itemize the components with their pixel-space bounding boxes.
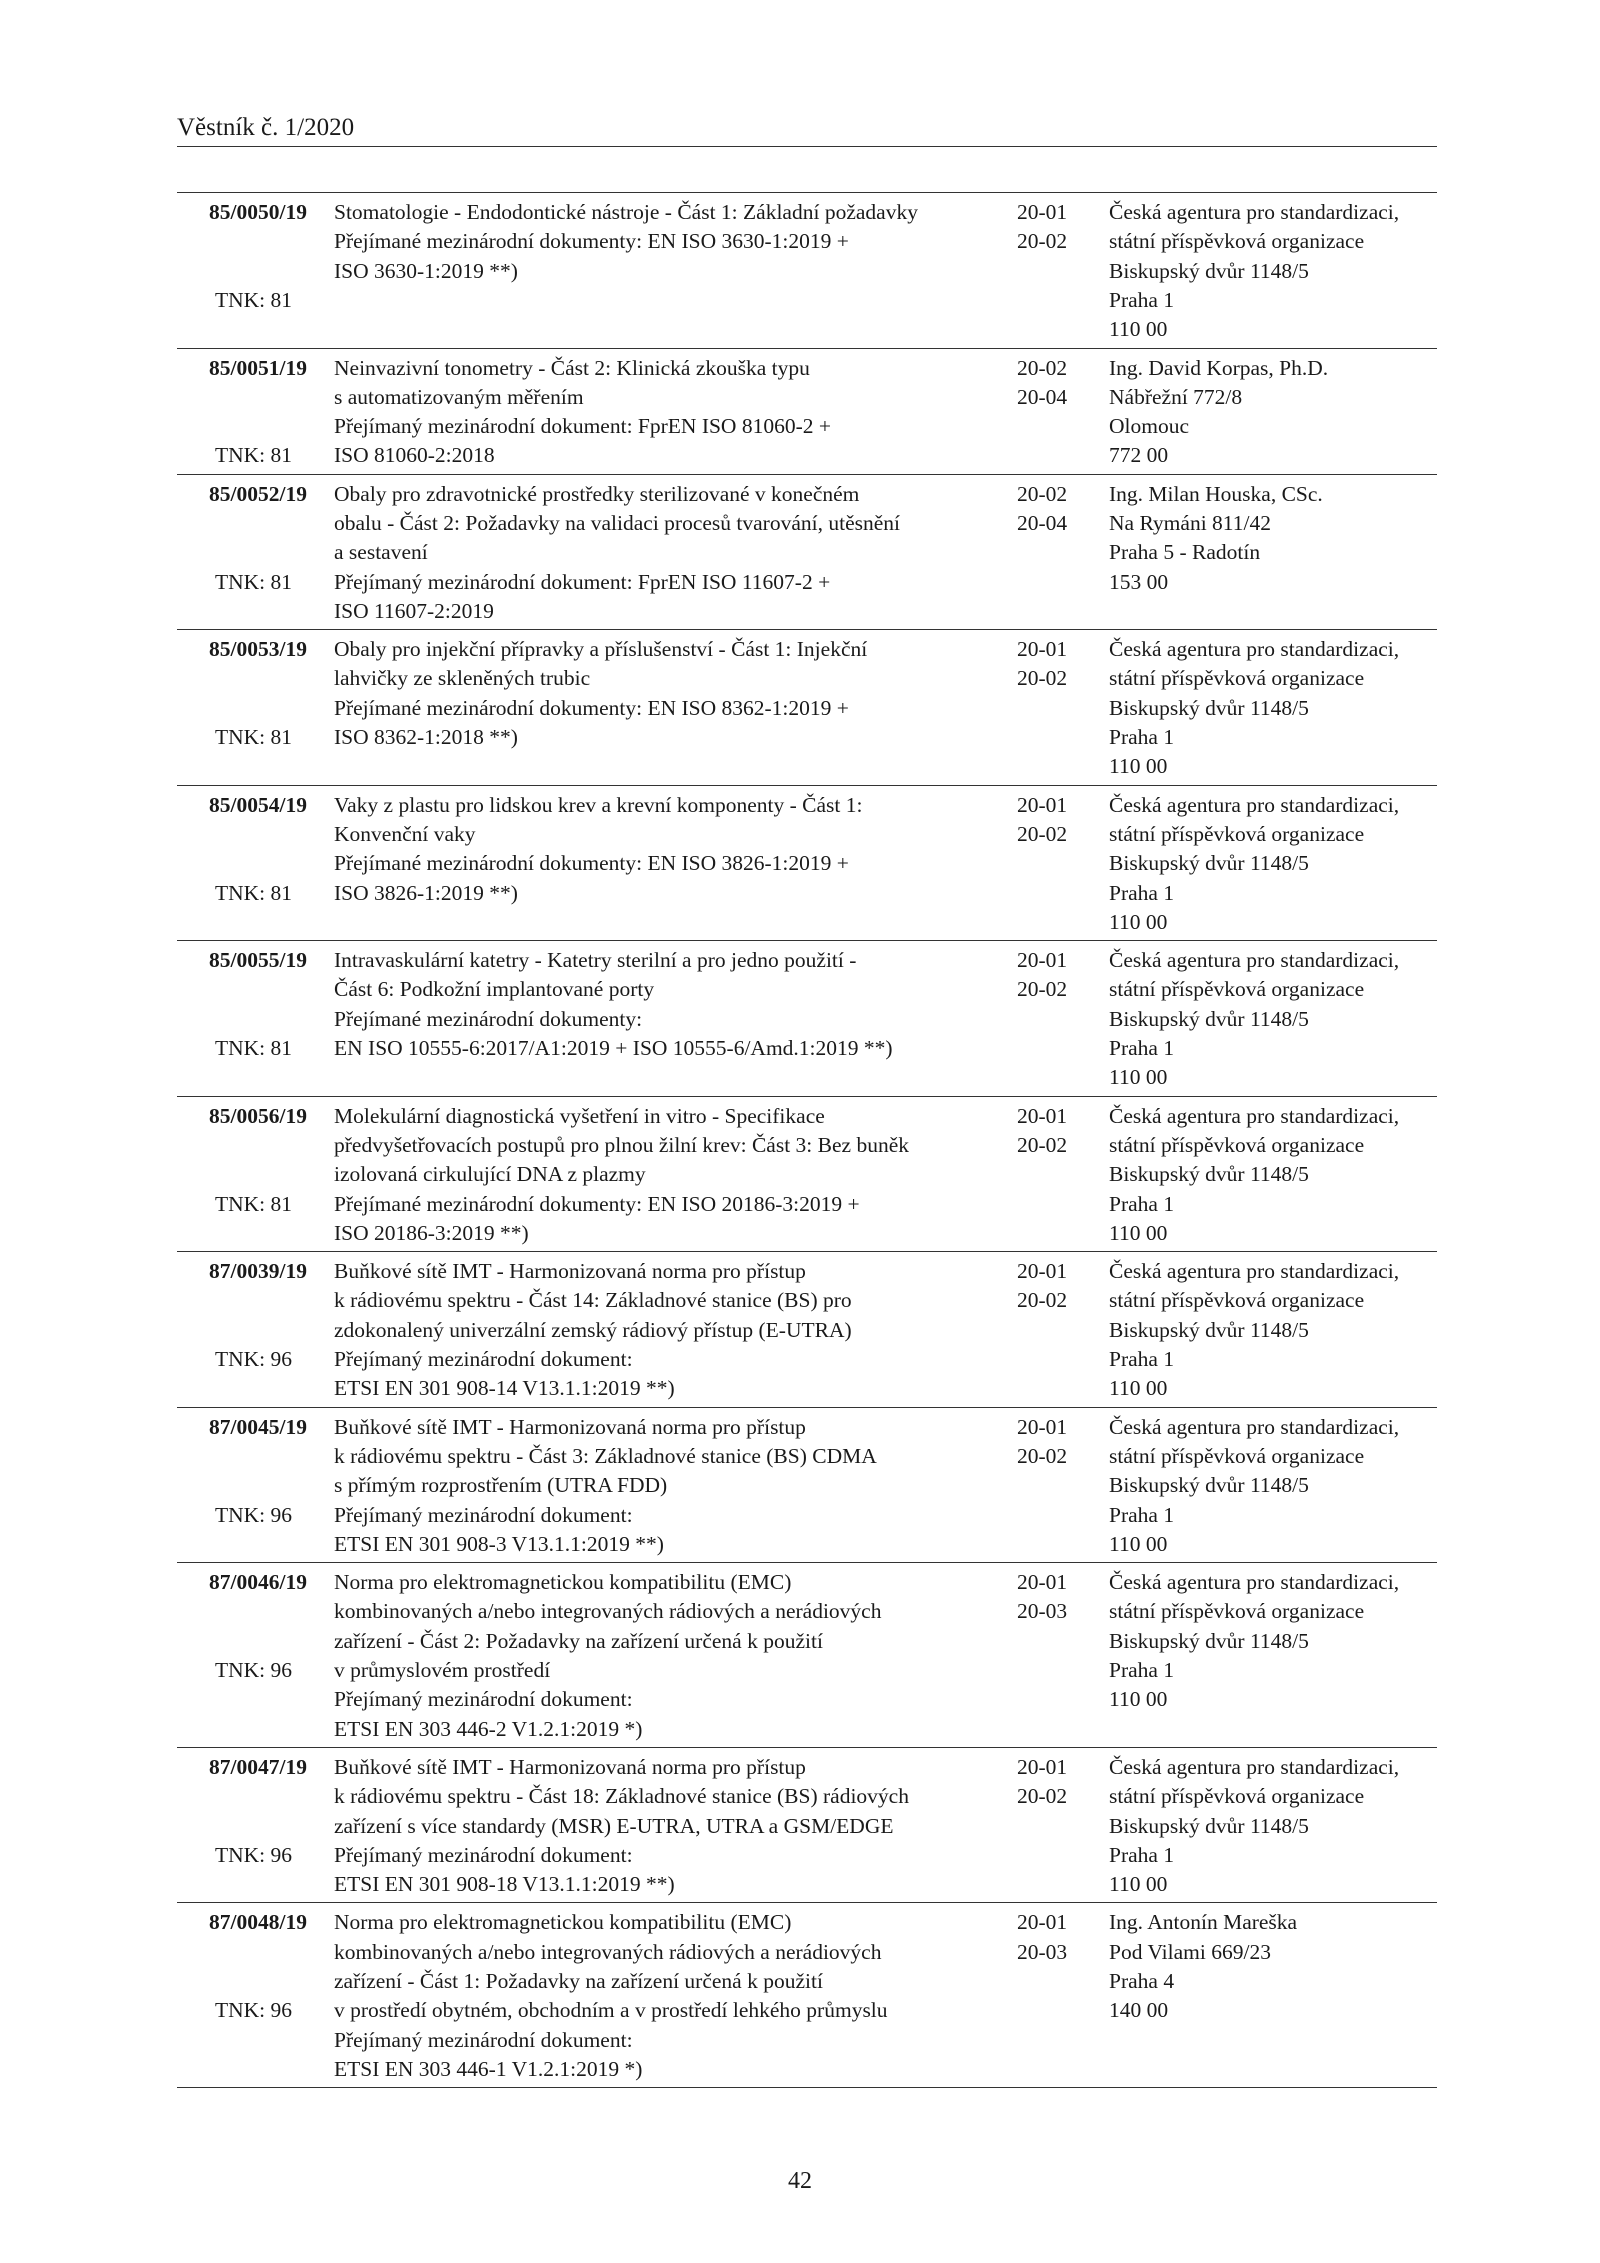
processor-address	[1109, 1102, 1439, 1248]
address-line: 110 00	[1109, 1872, 1168, 1897]
entry-title	[334, 791, 1009, 908]
address-line: Česká agentura pro standardizaci,	[1109, 792, 1400, 817]
address-line: 772 00	[1109, 443, 1169, 468]
tnk-label: TNK: 96	[214, 1502, 292, 1527]
title-line: ISO 3826-1:2019 **)	[334, 880, 518, 905]
address-line: státní příspěvková organizace	[1109, 977, 1365, 1002]
standard-entry	[177, 1563, 1437, 1748]
processor-address	[1109, 946, 1439, 1092]
date-code: 20-02	[1017, 1784, 1068, 1809]
tnk-label: TNK: 96	[214, 1658, 292, 1683]
title-line: Molekulární diagnostická vyšetření in vitro - Specifikace	[334, 1103, 825, 1128]
entry-title	[334, 1102, 1009, 1248]
date-code: 20-02	[1017, 355, 1068, 380]
tnk-label: TNK: 81	[214, 569, 292, 594]
date-code: 20-02	[1017, 1132, 1068, 1157]
address-line: státní příspěvková organizace	[1109, 821, 1365, 846]
address-line: Praha 1	[1109, 287, 1175, 312]
address-line: Česká agentura pro standardizaci,	[1109, 200, 1400, 224]
entry-dates	[1017, 1413, 1087, 1472]
title-line: Stomatologie - Endodontické nástroje - Část 1: Základní požadavky	[334, 200, 918, 224]
entry-dates	[1017, 480, 1087, 539]
entry-number: 85/0054/19	[209, 792, 307, 817]
address-line: 140 00	[1109, 1998, 1169, 2023]
title-line: Přejímaný mezinárodní dokument:	[334, 1687, 633, 1712]
title-line: Přejímaný mezinárodní dokument:	[334, 1502, 633, 1527]
processor-address	[1109, 354, 1439, 471]
address-line: 110 00	[1109, 317, 1168, 342]
tnk-label: TNK: 96	[214, 1842, 292, 1867]
address-line: Praha 1	[1109, 725, 1175, 750]
entry-title	[334, 1753, 1009, 1899]
title-line: s přímým rozprostřením (UTRA FDD)	[334, 1473, 668, 1498]
title-line: Buňkové sítě IMT - Harmonizovaná norma pro přístup	[334, 1259, 806, 1284]
entry-number: 87/0045/19	[209, 1414, 307, 1439]
date-code: 20-01	[1017, 1103, 1068, 1128]
standard-entry	[177, 941, 1437, 1097]
tnk-label: TNK: 81	[214, 443, 292, 468]
date-code: 20-02	[1017, 821, 1068, 846]
title-line: Intravaskulární katetry - Katetry sterilní a pro jedno použití -	[334, 948, 857, 973]
date-code: 20-02	[1017, 977, 1068, 1002]
address-line: Česká agentura pro standardizaci,	[1109, 1754, 1400, 1779]
tnk-label: TNK: 81	[214, 287, 292, 312]
address-line: Česká agentura pro standardizaci,	[1109, 948, 1400, 973]
title-line: zařízení - Část 2: Požadavky na zařízení určená k použití	[334, 1628, 823, 1653]
date-code: 20-04	[1017, 510, 1068, 535]
address-line: Česká agentura pro standardizaci,	[1109, 637, 1400, 662]
standard-entry	[177, 1903, 1437, 2088]
tnk-label: TNK: 81	[214, 1191, 292, 1216]
address-line: Praha 1	[1109, 1191, 1175, 1216]
tnk-label: TNK: 81	[214, 1036, 292, 1061]
title-line: Přejímané mezinárodní dokumenty: EN ISO 20186-3:2019 +	[334, 1191, 860, 1216]
address-line: Česká agentura pro standardizaci,	[1109, 1103, 1400, 1128]
standard-entry	[177, 1252, 1437, 1408]
entry-number: 85/0052/19	[209, 481, 307, 506]
date-code: 20-04	[1017, 384, 1068, 409]
address-line: 110 00	[1109, 754, 1168, 779]
title-line: ETSI EN 303 446-2 V1.2.1:2019 *)	[334, 1716, 643, 1741]
address-line: Biskupský dvůr 1148/5	[1109, 1006, 1309, 1031]
entry-number: 85/0055/19	[209, 948, 307, 973]
title-line: ISO 3630-1:2019 **)	[334, 258, 518, 283]
entry-dates	[1017, 791, 1087, 850]
tnk-label: TNK: 81	[214, 880, 292, 905]
journal-title: Věstník č. 1/2020	[177, 114, 355, 141]
address-line: Biskupský dvůr 1148/5	[1109, 695, 1309, 720]
address-line: Biskupský dvůr 1148/5	[1109, 1473, 1309, 1498]
processor-address	[1109, 1257, 1439, 1403]
title-line: a sestavení	[334, 540, 428, 565]
title-line: ISO 20186-3:2019 **)	[334, 1220, 529, 1245]
address-line: Pod Vilami 669/23	[1109, 1939, 1271, 1964]
title-line: ISO 81060-2:2018	[334, 443, 495, 468]
title-line: lahvičky ze skleněných trubic	[334, 666, 591, 691]
date-code: 20-01	[1017, 1754, 1068, 1779]
entry-dates	[1017, 354, 1087, 413]
entry-dates	[1017, 1568, 1087, 1627]
address-line: Praha 1	[1109, 880, 1175, 905]
title-line: zařízení s více standardy (MSR) E-UTRA, UTRA a GSM/EDGE	[334, 1813, 894, 1838]
entry-number: 87/0046/19	[209, 1570, 307, 1595]
processor-address	[1109, 480, 1439, 597]
address-line: 110 00	[1109, 1065, 1168, 1090]
title-line: zařízení - Část 1: Požadavky na zařízení určená k použití	[334, 1969, 823, 1994]
address-line: Praha 1	[1109, 1502, 1175, 1527]
address-line: Ing. David Korpas, Ph.D.	[1109, 355, 1329, 380]
date-code: 20-03	[1017, 1939, 1068, 1964]
address-line: Česká agentura pro standardizaci,	[1109, 1414, 1400, 1439]
entry-title	[334, 198, 1009, 286]
address-line: Biskupský dvůr 1148/5	[1109, 1813, 1309, 1838]
date-code: 20-01	[1017, 637, 1068, 662]
title-line: ETSI EN 301 908-18 V13.1.1:2019 **)	[334, 1872, 675, 1897]
date-code: 20-01	[1017, 792, 1068, 817]
entry-number: 87/0048/19	[209, 1910, 307, 1935]
title-line: Neinvazivní tonometry - Část 2: Klinická zkouška typu	[334, 355, 810, 380]
title-line: Přejímaný mezinárodní dokument:	[334, 1842, 633, 1867]
title-line: Obaly pro zdravotnické prostředky sterilizované v konečném	[334, 481, 860, 506]
date-code: 20-02	[1017, 1443, 1068, 1468]
standard-entry	[177, 1408, 1437, 1564]
processor-address	[1109, 1413, 1439, 1559]
address-line: státní příspěvková organizace	[1109, 1599, 1365, 1624]
title-line: předvyšetřovacích postupů pro plnou žilní krev: Část 3: Bez buněk	[334, 1132, 909, 1157]
page-header	[177, 112, 1437, 147]
title-line: obalu - Část 2: Požadavky na validaci procesů tvarování, utěsnění	[334, 510, 901, 535]
entry-number: 85/0050/19	[209, 200, 307, 224]
entry-title	[334, 1413, 1009, 1559]
date-code: 20-01	[1017, 200, 1068, 224]
processor-address	[1109, 1568, 1439, 1714]
date-code: 20-01	[1017, 1570, 1068, 1595]
address-line: Biskupský dvůr 1148/5	[1109, 258, 1309, 283]
address-line: 110 00	[1109, 1220, 1168, 1245]
entry-title	[334, 354, 1009, 471]
title-line: Část 6: Podkožní implantované porty	[334, 977, 655, 1002]
standard-entry	[177, 349, 1437, 475]
title-line: Norma pro elektromagnetickou kompatibilitu (EMC)	[334, 1570, 792, 1595]
entry-number: 85/0053/19	[209, 637, 307, 662]
address-line: Praha 4	[1109, 1969, 1175, 1994]
date-code: 20-02	[1017, 666, 1068, 691]
entry-title	[334, 635, 1009, 752]
title-line: Přejímaný mezinárodní dokument: FprEN ISO 11607-2 +	[334, 569, 831, 594]
entry-dates	[1017, 1257, 1087, 1316]
tnk-label: TNK: 96	[214, 1998, 292, 2023]
address-line: Ing. Milan Houska, CSc.	[1109, 481, 1323, 506]
address-line: Olomouc	[1109, 414, 1190, 439]
date-code: 20-02	[1017, 229, 1068, 254]
title-line: ISO 11607-2:2019	[334, 598, 494, 623]
title-line: zdokonalený univerzální zemský rádiový přístup (E-UTRA)	[334, 1317, 852, 1342]
title-line: Přejímaný mezinárodní dokument:	[334, 2027, 633, 2052]
entry-dates	[1017, 635, 1087, 694]
entry-dates	[1017, 1753, 1087, 1812]
address-line: Biskupský dvůr 1148/5	[1109, 851, 1309, 876]
date-code: 20-03	[1017, 1599, 1068, 1624]
address-line: státní příspěvková organizace	[1109, 1784, 1365, 1809]
address-line: státní příspěvková organizace	[1109, 229, 1365, 254]
title-line: Buňkové sítě IMT - Harmonizovaná norma pro přístup	[334, 1754, 806, 1779]
title-line: k rádiovému spektru - Část 18: Základnové stanice (BS) rádiových	[334, 1784, 909, 1809]
standards-list	[177, 192, 1437, 2088]
title-line: Buňkové sítě IMT - Harmonizovaná norma pro přístup	[334, 1414, 806, 1439]
entry-number: 85/0051/19	[209, 355, 307, 380]
processor-address	[1109, 1753, 1439, 1899]
address-line: 110 00	[1109, 1687, 1168, 1712]
date-code: 20-01	[1017, 1910, 1068, 1935]
entry-number: 87/0039/19	[209, 1259, 307, 1284]
entry-title	[334, 480, 1009, 626]
processor-address	[1109, 791, 1439, 937]
title-line: v prostředí obytném, obchodním a v prostředí lehkého průmyslu	[334, 1998, 888, 2023]
title-line: s automatizovaným měřením	[334, 384, 584, 409]
tnk-label: TNK: 81	[214, 725, 292, 750]
address-line: Praha 1	[1109, 1347, 1175, 1372]
entry-dates	[1017, 1102, 1087, 1161]
title-line: k rádiovému spektru - Část 3: Základnové stanice (BS) CDMA	[334, 1443, 877, 1468]
standard-entry	[177, 786, 1437, 942]
entry-dates	[1017, 1908, 1087, 1967]
address-line: Česká agentura pro standardizaci,	[1109, 1259, 1400, 1284]
processor-address	[1109, 635, 1439, 781]
address-line: Na Rymáni 811/42	[1109, 510, 1271, 535]
title-line: ETSI EN 301 908-3 V13.1.1:2019 **)	[334, 1531, 664, 1556]
page-number: 42	[788, 2168, 812, 2194]
date-code: 20-01	[1017, 1414, 1068, 1439]
address-line: Biskupský dvůr 1148/5	[1109, 1162, 1309, 1187]
address-line: státní příspěvková organizace	[1109, 1132, 1365, 1157]
title-line: ISO 8362-1:2018 **)	[334, 725, 518, 750]
address-line: Praha 1	[1109, 1036, 1175, 1061]
address-line: Nábřežní 772/8	[1109, 384, 1243, 409]
title-line: Přejímané mezinárodní dokumenty: EN ISO 3826-1:2019 +	[334, 851, 849, 876]
address-line: 110 00	[1109, 909, 1168, 934]
date-code: 20-01	[1017, 1259, 1068, 1284]
address-line: Biskupský dvůr 1148/5	[1109, 1317, 1309, 1342]
date-code: 20-02	[1017, 481, 1068, 506]
processor-address	[1109, 1908, 1439, 2025]
date-code: 20-01	[1017, 948, 1068, 973]
title-line: ETSI EN 301 908-14 V13.1.1:2019 **)	[334, 1376, 675, 1401]
entry-dates	[1017, 198, 1087, 257]
address-line: státní příspěvková organizace	[1109, 1288, 1365, 1313]
title-line: kombinovaných a/nebo integrovaných rádiových a nerádiových	[334, 1939, 882, 1964]
entry-number: 85/0056/19	[209, 1103, 307, 1128]
standard-entry	[177, 475, 1437, 631]
standard-entry	[177, 630, 1437, 786]
standard-entry	[177, 1748, 1437, 1904]
entry-title	[334, 1908, 1009, 2084]
address-line: Praha 1	[1109, 1658, 1175, 1683]
address-line: Praha 1	[1109, 1842, 1175, 1867]
address-line: 110 00	[1109, 1531, 1168, 1556]
title-line: Vaky z plastu pro lidskou krev a krevní komponenty - Část 1:	[334, 792, 863, 817]
title-line: izolovaná cirkulující DNA z plazmy	[334, 1162, 646, 1187]
title-line: ETSI EN 303 446-1 V1.2.1:2019 *)	[334, 2056, 643, 2081]
title-line: Přejímané mezinárodní dokumenty: EN ISO 8362-1:2019 +	[334, 695, 849, 720]
title-line: k rádiovému spektru - Část 14: Základnové stanice (BS) pro	[334, 1288, 852, 1313]
processor-address	[1109, 198, 1439, 344]
entry-dates	[1017, 946, 1087, 1005]
title-line: kombinovaných a/nebo integrovaných rádiových a nerádiových	[334, 1599, 882, 1624]
address-line: 110 00	[1109, 1376, 1168, 1401]
address-line: Ing. Antonín Mareška	[1109, 1910, 1298, 1935]
title-line: Konvenční vaky	[334, 821, 476, 846]
address-line: Praha 5 - Radotín	[1109, 540, 1261, 565]
title-line: Přejímaný mezinárodní dokument:	[334, 1347, 633, 1372]
entry-title	[334, 1568, 1009, 1744]
address-line: státní příspěvková organizace	[1109, 1443, 1365, 1468]
title-line: Přejímaný mezinárodní dokument: FprEN ISO 81060-2 +	[334, 414, 831, 439]
address-line: Biskupský dvůr 1148/5	[1109, 1628, 1309, 1653]
entry-title	[334, 946, 1009, 1063]
entry-number: 87/0047/19	[209, 1754, 307, 1779]
title-line: Přejímané mezinárodní dokumenty: EN ISO 3630-1:2019 +	[334, 229, 849, 254]
standard-entry	[177, 193, 1437, 349]
address-line: státní příspěvková organizace	[1109, 666, 1365, 691]
standard-entry	[177, 1097, 1437, 1253]
title-line: v průmyslovém prostředí	[334, 1658, 551, 1683]
entry-title	[334, 1257, 1009, 1403]
address-line: 153 00	[1109, 569, 1169, 594]
title-line: Přejímané mezinárodní dokumenty:	[334, 1006, 643, 1031]
date-code: 20-02	[1017, 1288, 1068, 1313]
title-line: Obaly pro injekční přípravky a příslušenství - Část 1: Injekční	[334, 637, 868, 662]
title-line: Norma pro elektromagnetickou kompatibilitu (EMC)	[334, 1910, 792, 1935]
title-line: EN ISO 10555-6:2017/A1:2019 + ISO 10555-6/Amd.1:2019 **)	[334, 1036, 893, 1061]
address-line: Česká agentura pro standardizaci,	[1109, 1570, 1400, 1595]
tnk-label: TNK: 96	[214, 1347, 292, 1372]
